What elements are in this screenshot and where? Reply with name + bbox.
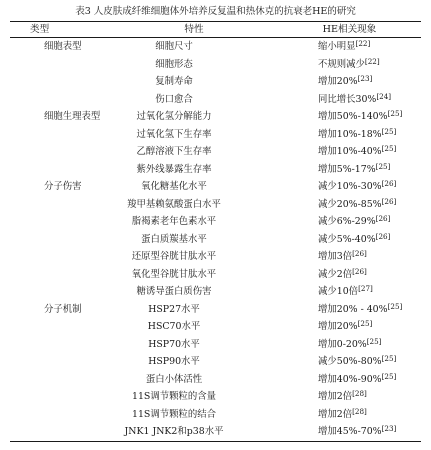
table-row: [10, 318, 421, 336]
row-category: [10, 73, 110, 91]
row-observation-cell: [278, 126, 421, 144]
row-observation: 同比增长30%: [318, 93, 377, 105]
table-row: [10, 406, 421, 424]
row-reference: [25]: [387, 301, 403, 311]
table-row: [10, 353, 421, 371]
row-observation-cell: [278, 143, 421, 161]
row-feature: 氧化型谷胱甘肽水平: [131, 268, 217, 280]
row-observation-cell: [278, 248, 421, 266]
table-row: [10, 126, 421, 144]
header-feature: 特性: [110, 22, 278, 38]
table-row: [10, 336, 421, 354]
row-reference: [25]: [366, 336, 382, 346]
row-observation-cell: [278, 406, 421, 424]
table-row: [10, 423, 421, 441]
row-observation: 增加20% - 40%: [318, 303, 388, 315]
row-observation-cell: [278, 336, 421, 354]
row-observation: 减少6%-29%: [318, 216, 376, 227]
row-category: 细胞生理表型: [44, 111, 101, 122]
table-row: [10, 161, 421, 179]
row-reference: [25]: [357, 319, 373, 328]
row-feature: JNK1 JNK2和p38水平: [110, 423, 278, 441]
row-feature: 糖诱导蛋白质伤害: [136, 286, 212, 297]
table-row: [10, 371, 421, 389]
row-feature: 还原型谷胱甘肽水平: [131, 251, 217, 262]
row-reference: [25]: [381, 371, 397, 381]
row-observation-cell: [278, 91, 421, 109]
table-row: [10, 388, 421, 406]
row-feature: 11S调节颗粒的含量: [132, 391, 216, 402]
row-category: [10, 283, 110, 301]
row-observation-cell: [278, 371, 421, 389]
row-observation: 减少2倍: [318, 268, 353, 280]
row-category: [10, 213, 110, 231]
table-row: [10, 38, 421, 56]
row-feature: 过氧化氢分解能力: [136, 111, 212, 122]
row-category: 分子机制: [44, 303, 82, 315]
row-category: [10, 388, 110, 406]
row-feature: 氧化糖基化水平: [141, 181, 207, 192]
row-reference: [26]: [352, 266, 367, 276]
table-row: [10, 178, 421, 196]
row-observation: 减少10倍: [318, 286, 359, 297]
row-reference: [25]: [381, 126, 397, 136]
row-reference: [22]: [364, 56, 380, 66]
row-reference: [25]: [375, 161, 391, 171]
row-category: [10, 248, 110, 266]
table-header-row: [10, 22, 421, 38]
row-category: [10, 91, 110, 109]
table-row: [10, 283, 421, 301]
row-reference: [25]: [387, 109, 403, 118]
row-observation-cell: [278, 318, 421, 336]
row-observation-cell: [278, 388, 421, 406]
table-row: [10, 301, 421, 319]
row-feature: HSP70水平: [148, 338, 200, 350]
table-body: [10, 38, 421, 442]
row-observation-cell: [278, 301, 421, 319]
table-row: [10, 91, 421, 109]
row-feature: HSP27水平: [148, 303, 200, 315]
row-category: [10, 143, 110, 161]
table-row: [10, 108, 421, 126]
row-observation-cell: [278, 196, 421, 214]
row-reference: [23]: [357, 74, 373, 83]
row-observation: 减少20%-85%: [318, 198, 382, 210]
row-observation: 增加50%-140%: [318, 111, 388, 122]
row-observation: 增加0-20%: [318, 338, 367, 350]
row-observation: 减少5%-40%: [318, 233, 376, 245]
row-observation: 增加40%-90%: [318, 373, 382, 385]
row-observation-cell: [278, 56, 421, 74]
row-category: [10, 423, 110, 441]
table-row: [10, 143, 421, 161]
table-row: [10, 231, 421, 249]
row-feature: 蛋白质羰基水平: [141, 233, 207, 245]
row-category: 分子伤害: [44, 181, 82, 192]
row-reference: [28]: [352, 406, 367, 416]
table-row: [10, 196, 421, 214]
row-observation: 增加3倍: [318, 251, 353, 262]
row-category: [10, 196, 110, 214]
row-observation: 增加10%-40%: [318, 146, 382, 157]
row-reference: [27]: [358, 284, 373, 293]
row-observation: 增加10%-18%: [318, 128, 382, 140]
row-category: [10, 406, 110, 424]
row-observation-cell: [278, 266, 421, 284]
row-category: [10, 336, 110, 354]
table-row: [10, 73, 421, 91]
row-reference: [24]: [376, 91, 392, 101]
row-observation: 增加5%-17%: [318, 163, 376, 175]
row-observation: 缩小明显: [318, 41, 356, 52]
row-feature: 过氧化氢下生存率: [136, 128, 212, 140]
row-observation-cell: [278, 108, 421, 126]
row-reference: [23]: [381, 424, 397, 433]
row-feature: 11S调节颗粒的结合: [132, 408, 216, 420]
row-feature: 细胞尺寸: [155, 41, 193, 52]
row-observation: 增加20%: [318, 76, 358, 87]
row-feature: 蛋白小体活性: [145, 373, 203, 385]
row-feature: HSC70水平: [147, 321, 201, 332]
row-category: [10, 56, 110, 74]
row-reference: [22]: [355, 39, 371, 48]
row-observation-cell: [278, 178, 421, 196]
table-caption: 表3 人皮肤成纤维细胞体外培养反复温和热休克的抗衰老HE的研究: [75, 6, 356, 17]
row-category: [10, 353, 110, 371]
table-row: [10, 266, 421, 284]
row-observation: 不规则减少: [318, 58, 365, 70]
row-reference: [26]: [375, 231, 391, 241]
row-reference: [26]: [352, 249, 367, 258]
row-category: [10, 161, 110, 179]
row-category: 细胞表型: [44, 41, 82, 52]
row-observation: 增加2倍: [318, 408, 353, 420]
row-feature: 羧甲基赖氨酸蛋白水平: [127, 198, 221, 210]
row-observation: 增加45%-70%: [318, 426, 382, 437]
row-observation-cell: [278, 73, 421, 91]
row-observation-cell: [278, 161, 421, 179]
row-observation-cell: [278, 213, 421, 231]
row-feature: HSP90水平: [148, 356, 200, 367]
row-observation-cell: [278, 353, 421, 371]
row-observation: 减少50%-80%: [318, 356, 382, 367]
row-reference: [26]: [381, 179, 397, 188]
row-feature: 脂褐素老年色素水平: [131, 216, 217, 227]
header-category: 类型: [10, 22, 110, 38]
row-reference: [25]: [381, 354, 397, 363]
header-observation: HE相关现象: [278, 22, 421, 38]
row-category: [10, 231, 110, 249]
table-row: [10, 248, 421, 266]
row-reference: [26]: [381, 196, 397, 206]
row-feature: 伤口愈合: [155, 93, 193, 105]
row-category: [10, 371, 110, 389]
row-observation: 增加20%: [318, 321, 358, 332]
row-observation-cell: [278, 423, 421, 441]
row-observation: 增加2倍: [318, 391, 353, 402]
table-row: [10, 56, 421, 74]
row-reference: [28]: [352, 389, 367, 398]
row-feature: 紫外线暴露生存率: [136, 163, 212, 175]
row-category: [10, 266, 110, 284]
row-category: [10, 318, 110, 336]
row-feature: 细胞形态: [155, 58, 193, 70]
row-reference: [25]: [381, 144, 397, 153]
row-observation-cell: [278, 38, 421, 56]
row-feature: 复制寿命: [155, 76, 193, 87]
row-observation-cell: [278, 231, 421, 249]
row-observation: 减少10%-30%: [318, 181, 382, 192]
row-category: [10, 126, 110, 144]
data-table: [10, 21, 421, 442]
table-row: [10, 213, 421, 231]
row-observation-cell: [278, 283, 421, 301]
row-reference: [26]: [375, 214, 391, 223]
row-feature: 乙醇溶液下生存率: [136, 146, 212, 157]
